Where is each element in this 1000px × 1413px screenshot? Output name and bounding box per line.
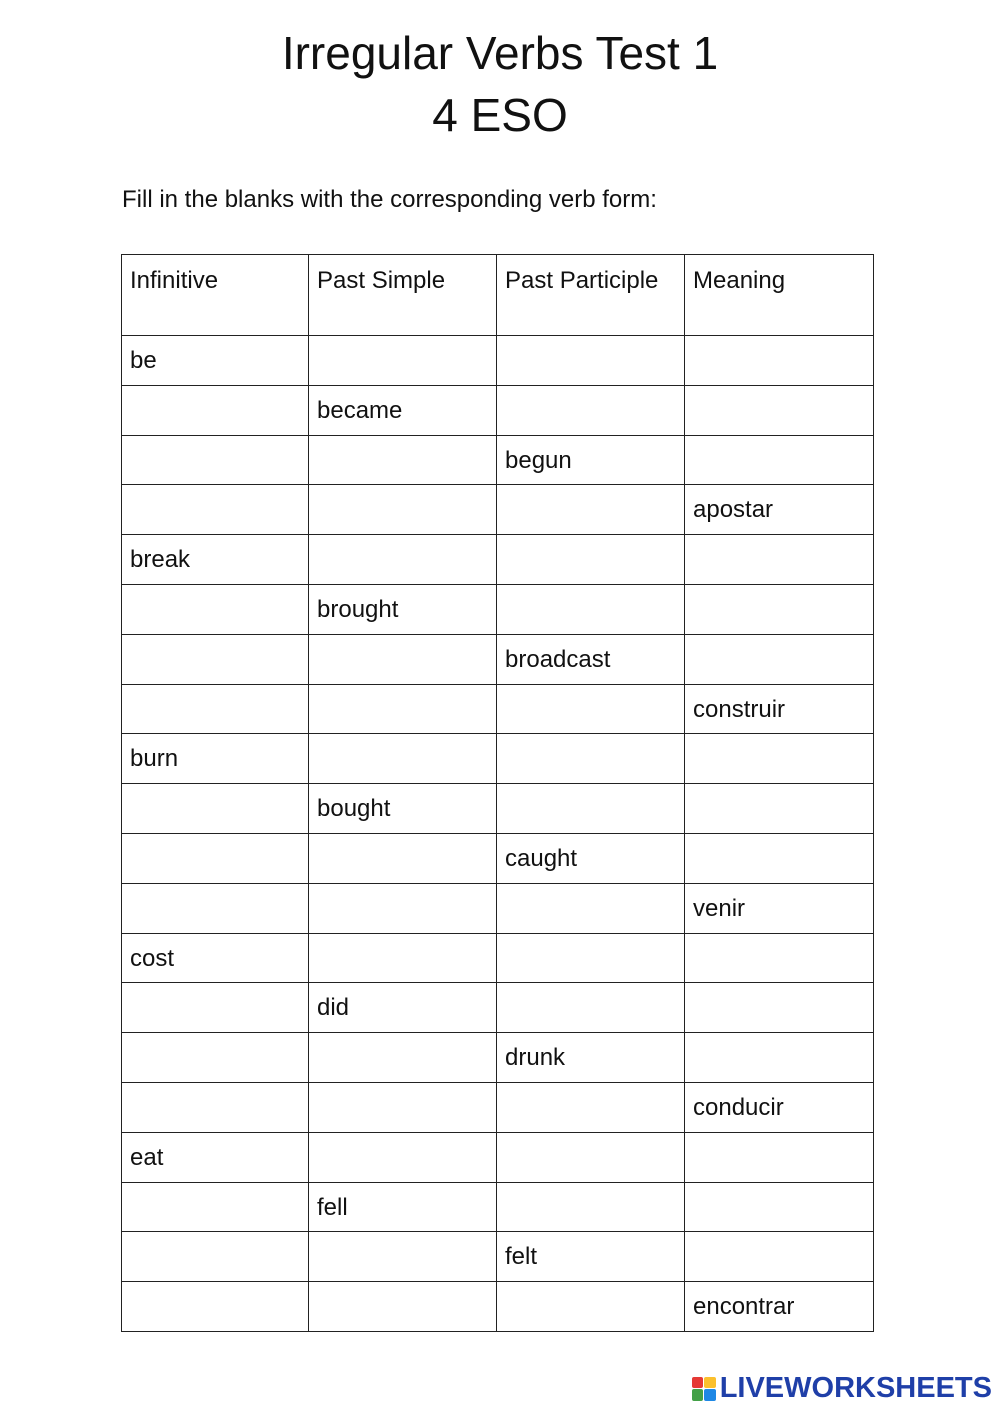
cell-past-simple-blank[interactable] bbox=[309, 883, 497, 933]
cell-past-participle-given: drunk bbox=[497, 1033, 685, 1083]
cell-infinitive-given: break bbox=[122, 535, 309, 585]
header-past-simple: Past Simple bbox=[309, 255, 497, 336]
cell-meaning-given: construir bbox=[685, 684, 874, 734]
table-row bbox=[122, 983, 874, 1033]
table-row bbox=[122, 1033, 874, 1083]
cell-infinitive-blank[interactable] bbox=[122, 1232, 309, 1282]
table-row bbox=[122, 634, 874, 684]
cell-past-participle-given: caught bbox=[497, 833, 685, 883]
cell-past-simple-given: became bbox=[309, 385, 497, 435]
worksheet-title: Irregular Verbs Test 1 bbox=[281, 27, 719, 79]
cell-meaning-blank[interactable] bbox=[685, 435, 874, 485]
cell-past-simple-blank[interactable] bbox=[309, 684, 497, 734]
cell-past-simple-blank[interactable] bbox=[309, 1033, 497, 1083]
cell-past-simple-blank[interactable] bbox=[309, 336, 497, 386]
table-row bbox=[122, 833, 874, 883]
cell-meaning-given: apostar bbox=[685, 485, 874, 535]
cell-meaning-blank[interactable] bbox=[685, 336, 874, 386]
verbs-table bbox=[121, 254, 874, 1332]
table-header-row bbox=[122, 255, 874, 336]
table-row bbox=[122, 883, 874, 933]
table-row bbox=[122, 535, 874, 585]
cell-past-simple-given: bought bbox=[309, 784, 497, 834]
worksheet-subtitle: 4 ESO bbox=[432, 89, 568, 141]
cell-meaning-blank[interactable] bbox=[685, 933, 874, 983]
cell-past-participle-blank[interactable] bbox=[497, 584, 685, 634]
cell-meaning-blank[interactable] bbox=[685, 833, 874, 883]
logo-blocks-icon bbox=[692, 1377, 716, 1401]
cell-past-participle-given: broadcast bbox=[497, 634, 685, 684]
cell-past-participle-blank[interactable] bbox=[497, 385, 685, 435]
cell-past-participle-blank[interactable] bbox=[497, 734, 685, 784]
instructions-text: Fill in the blanks with the corresponding verb form: bbox=[122, 186, 657, 213]
cell-infinitive-blank[interactable] bbox=[122, 1082, 309, 1132]
cell-past-simple-blank[interactable] bbox=[309, 435, 497, 485]
table-row bbox=[122, 584, 874, 634]
table-row bbox=[122, 684, 874, 734]
cell-meaning-given: venir bbox=[685, 883, 874, 933]
cell-past-participle-blank[interactable] bbox=[497, 535, 685, 585]
cell-meaning-blank[interactable] bbox=[685, 784, 874, 834]
table-row bbox=[122, 1232, 874, 1282]
cell-past-participle-blank[interactable] bbox=[497, 1132, 685, 1182]
cell-past-simple-blank[interactable] bbox=[309, 1132, 497, 1182]
cell-past-simple-blank[interactable] bbox=[309, 833, 497, 883]
cell-infinitive-blank[interactable] bbox=[122, 983, 309, 1033]
cell-meaning-given: encontrar bbox=[685, 1282, 874, 1332]
cell-past-participle-blank[interactable] bbox=[497, 784, 685, 834]
cell-past-simple-blank[interactable] bbox=[309, 634, 497, 684]
header-meaning: Meaning bbox=[685, 255, 874, 336]
cell-past-simple-blank[interactable] bbox=[309, 933, 497, 983]
cell-past-participle-blank[interactable] bbox=[497, 1282, 685, 1332]
cell-past-participle-blank[interactable] bbox=[497, 983, 685, 1033]
cell-past-simple-given: brought bbox=[309, 584, 497, 634]
watermark-text: LIVEWORKSHEETS bbox=[719, 1372, 992, 1404]
cell-infinitive-blank[interactable] bbox=[122, 1033, 309, 1083]
table-row bbox=[122, 1082, 874, 1132]
table-body bbox=[122, 336, 874, 1332]
cell-past-simple-blank[interactable] bbox=[309, 1232, 497, 1282]
cell-past-participle-blank[interactable] bbox=[497, 883, 685, 933]
liveworksheets-logo bbox=[692, 1372, 992, 1405]
table-row bbox=[122, 734, 874, 784]
cell-infinitive-given: eat bbox=[122, 1132, 309, 1182]
table-row bbox=[122, 435, 874, 485]
cell-past-simple-blank[interactable] bbox=[309, 1282, 497, 1332]
table-row bbox=[122, 933, 874, 983]
cell-past-simple-given: did bbox=[309, 983, 497, 1033]
cell-past-participle-blank[interactable] bbox=[497, 933, 685, 983]
cell-past-participle-blank[interactable] bbox=[497, 684, 685, 734]
cell-past-participle-blank[interactable] bbox=[497, 485, 685, 535]
cell-past-simple-given: fell bbox=[309, 1182, 497, 1232]
cell-meaning-blank[interactable] bbox=[685, 385, 874, 435]
cell-past-participle-given: felt bbox=[497, 1232, 685, 1282]
cell-infinitive-blank[interactable] bbox=[122, 833, 309, 883]
cell-meaning-blank[interactable] bbox=[685, 535, 874, 585]
table-row bbox=[122, 336, 874, 386]
table-row bbox=[122, 1132, 874, 1182]
table-row bbox=[122, 784, 874, 834]
cell-infinitive-given: burn bbox=[122, 734, 309, 784]
cell-past-simple-blank[interactable] bbox=[309, 734, 497, 784]
cell-infinitive-blank[interactable] bbox=[122, 634, 309, 684]
cell-infinitive-blank[interactable] bbox=[122, 883, 309, 933]
cell-meaning-blank[interactable] bbox=[685, 1132, 874, 1182]
cell-past-participle-blank[interactable] bbox=[497, 1082, 685, 1132]
cell-infinitive-blank[interactable] bbox=[122, 385, 309, 435]
table-row bbox=[122, 485, 874, 535]
table-row bbox=[122, 385, 874, 435]
cell-meaning-blank[interactable] bbox=[685, 1232, 874, 1282]
cell-infinitive-blank[interactable] bbox=[122, 1282, 309, 1332]
cell-past-simple-blank[interactable] bbox=[309, 485, 497, 535]
cell-infinitive-blank[interactable] bbox=[122, 584, 309, 634]
cell-meaning-blank[interactable] bbox=[685, 1033, 874, 1083]
cell-infinitive-blank[interactable] bbox=[122, 435, 309, 485]
cell-infinitive-blank[interactable] bbox=[122, 784, 309, 834]
cell-past-simple-blank[interactable] bbox=[309, 1082, 497, 1132]
cell-meaning-blank[interactable] bbox=[685, 1182, 874, 1232]
cell-meaning-blank[interactable] bbox=[685, 983, 874, 1033]
cell-infinitive-blank[interactable] bbox=[122, 684, 309, 734]
table-row bbox=[122, 1182, 874, 1232]
cell-past-participle-blank[interactable] bbox=[497, 1182, 685, 1232]
cell-infinitive-given: be bbox=[122, 336, 309, 386]
cell-infinitive-blank[interactable] bbox=[122, 485, 309, 535]
cell-infinitive-given: cost bbox=[122, 933, 309, 983]
cell-meaning-blank[interactable] bbox=[685, 734, 874, 784]
cell-infinitive-blank[interactable] bbox=[122, 1182, 309, 1232]
cell-past-participle-given: begun bbox=[497, 435, 685, 485]
cell-meaning-blank[interactable] bbox=[685, 634, 874, 684]
table-row bbox=[122, 1282, 874, 1332]
header-past-participle: Past Participle bbox=[497, 255, 685, 336]
cell-meaning-given: conducir bbox=[685, 1082, 874, 1132]
header-infinitive: Infinitive bbox=[122, 255, 309, 336]
cell-meaning-blank[interactable] bbox=[685, 584, 874, 634]
cell-past-simple-blank[interactable] bbox=[309, 535, 497, 585]
cell-past-participle-blank[interactable] bbox=[497, 336, 685, 386]
